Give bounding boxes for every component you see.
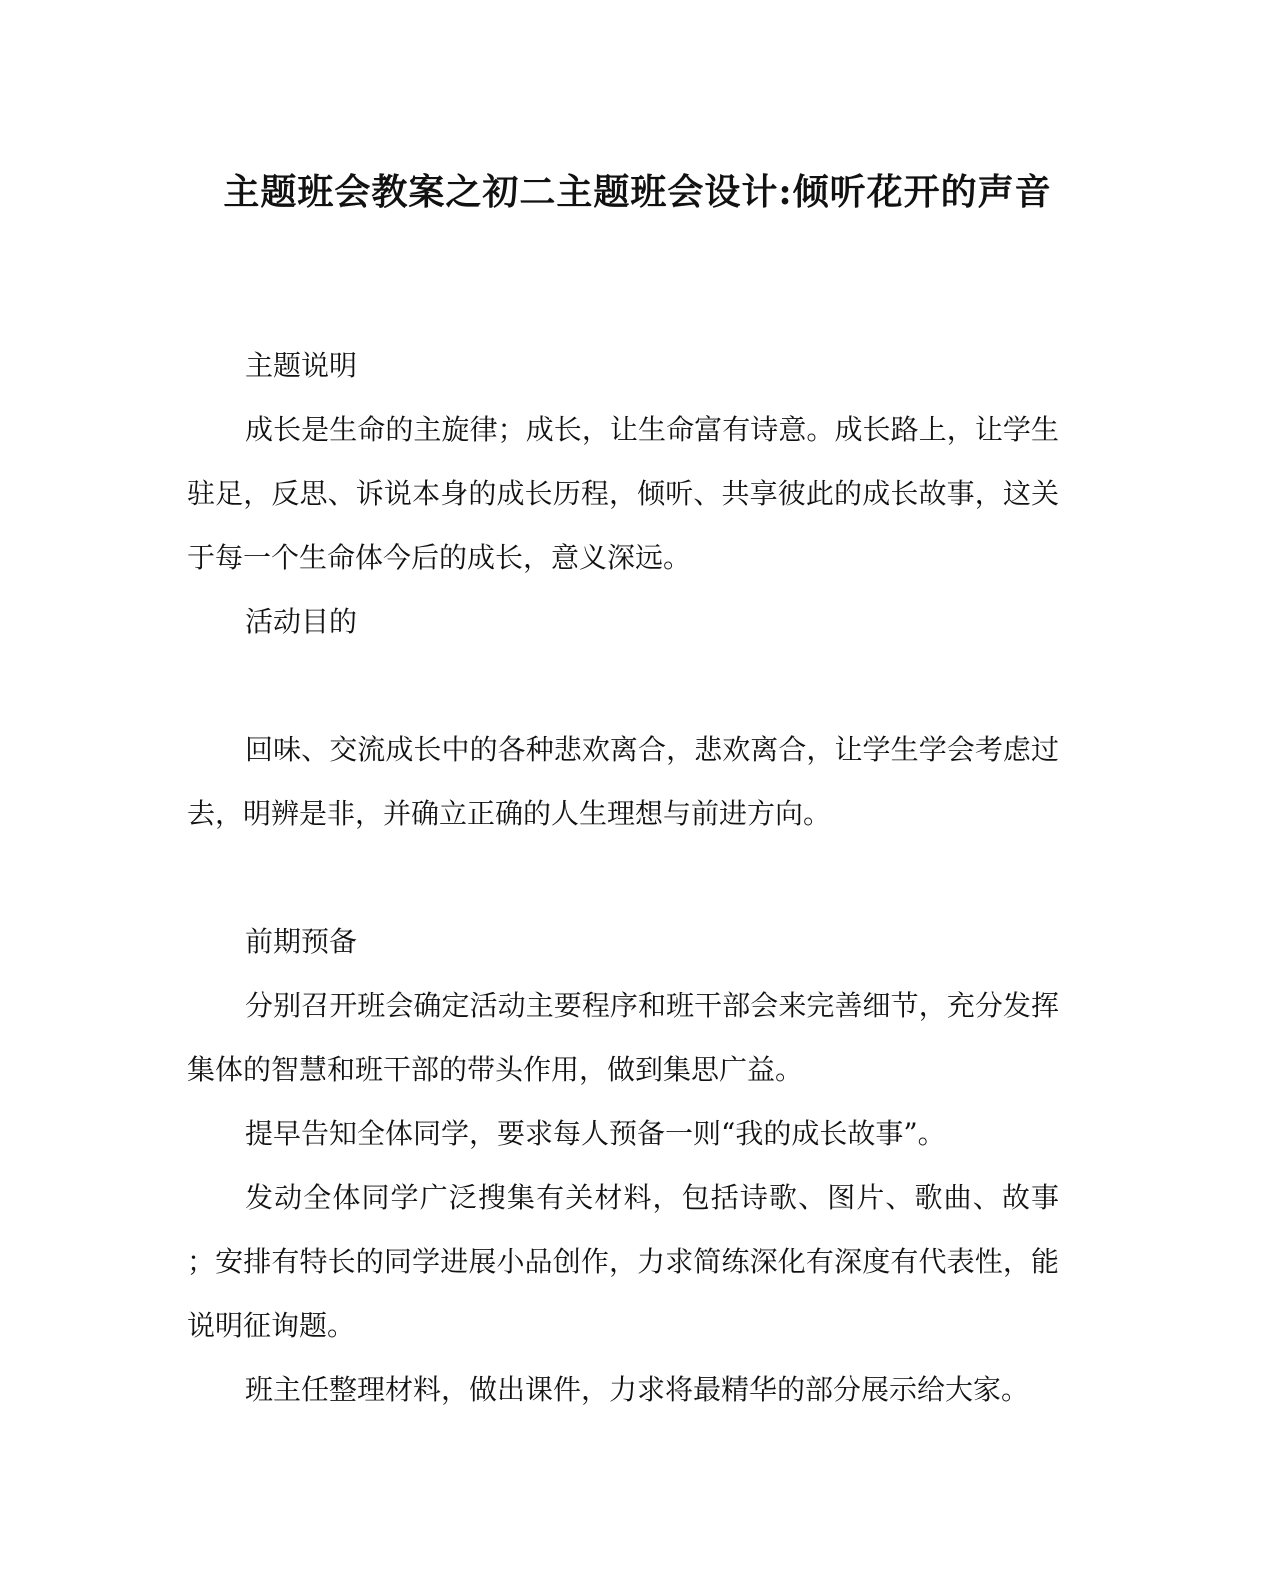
goal-paragraph: 回味、交流成长中的各种悲欢离合，悲欢离合，让学生学会考虑过去，明辨是非，并确立正确的人生理想与前进方向。 [187,733,1059,830]
section-heading-prep: 前期预备 [245,925,358,958]
prep-paragraph-3 [187,1166,1059,1358]
prep-paragraph-1: 分别召开班会确定活动主要程序和班干部会来完善细节，充分发挥集体的智慧和班干部的带头作用，做到集思广益。 [187,989,1059,1086]
section-heading-goal: 活动目的 [245,605,358,638]
section-heading-theme: 主题说明 [245,349,358,382]
prep-paragraph-2: 提早告知全体同学，要求每人预备一则“我的成长故事”。 [245,1117,946,1150]
prep-paragraph-3-line-1: 发动全体同学广泛搜集有关材料，包括诗歌、图片、歌曲、故事 [245,1181,1059,1214]
document-title: 主题班会教案之初二主题班会设计:倾听花开的声音 [223,171,1052,213]
prep-paragraph-4: 班主任整理材料，做出课件，力求将最精华的部分展示给大家。 [245,1373,1030,1406]
prep-paragraph-3-rest: ；安排有特长的同学进展小品创作，力求简练深化有深度有代表性，能说明征询题。 [187,1245,1059,1342]
theme-paragraph: 成长是生命的主旋律；成长，让生命富有诗意。成长路上，让学生驻足，反思、诉说本身的成长历程，倾听、共享彼此的成长故事，这关于每一个生命体今后的成长，意义深远。 [187,413,1059,574]
